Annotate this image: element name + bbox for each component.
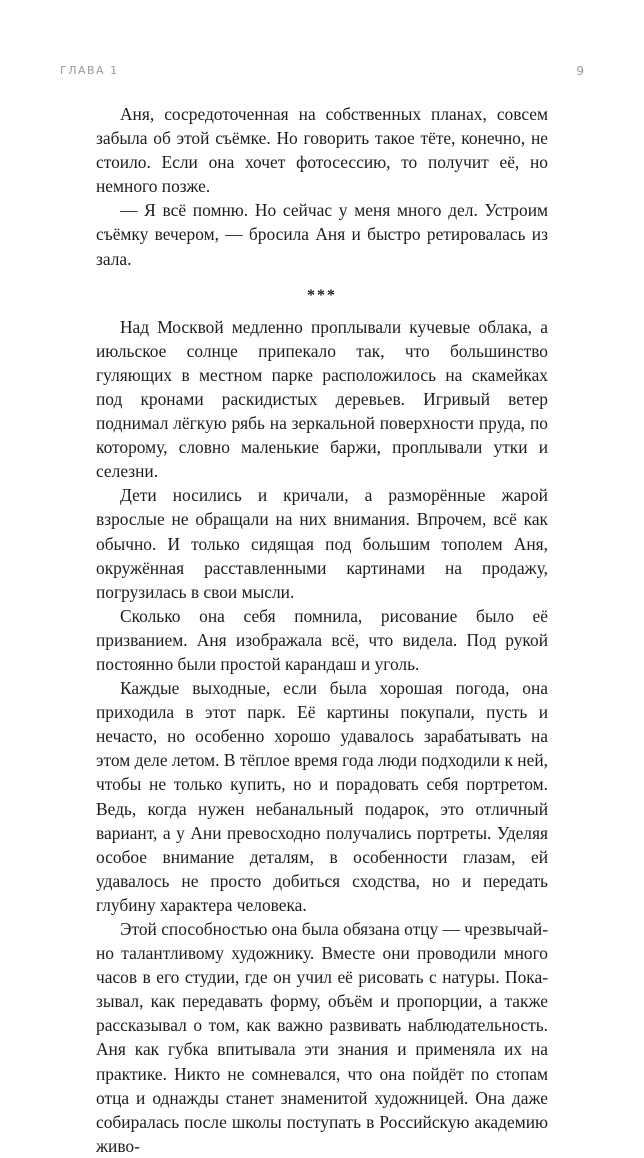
paragraph: Каждые выходные, если была хорошая погода, она приходила в этот парк. Её картины покупали, пусть и нечасто, но особенно хорошо удавалось зарабатывать на этом деле летом. В тёплое время года люди подходили к ней, чтобы не только купить, но и порадовать себя портретом. Ведь, когда нужен небанальный подарок, это отличный вариант, а у Ани превосходно получались портреты. Уделяя особое внимание деталям, в особенности глазам, ей удавалось не просто добиться сходства, но и передать глубину характера человека.: [96, 678, 548, 915]
paragraph: Сколько она себя помнила, рисование было её призванием. Аня изображала всё, что видела. Под рукой постоянно были простой карандаш и уголь.: [96, 605, 548, 674]
paragraph: Дети носились и кричали, а разморённые жарой взрослые не обращали на них внимания. Впрочем, всё как обычно. И только сидящая под большим тополем Аня, окружённая расставленными картинами на продажу, погрузилась в свои мысли.: [96, 485, 548, 602]
paragraph: — Я всё помню. Но сейчас у меня много дел. Устроим съёмку вечером, — бросила Аня и быстро ретировалась из зала.: [96, 200, 548, 269]
chapter-label: ГЛАВА 1: [60, 64, 119, 77]
running-head: [60, 64, 584, 84]
page-number: 9: [576, 64, 584, 78]
section-separator: ***: [307, 286, 337, 304]
paragraph: Аня, сосредоточенная на собственных планах, совсем забыла об этой съёмке. Но говорить такое тёте, конечно, не стоило. Если она хочет фотосессию, то получит её, но немного позже.: [96, 104, 548, 197]
paragraph: Этой способностью она была обязана отцу — чрезвычайно талантливому художнику. Вместе они проводили много часов в его студии, где он учил её рисовать с натуры. Показывал, как передавать форму, объём и пропорции, а также рассказывал о том, как важно развивать наблюдательность. Аня как губка впитывала эти знания и применяла их на практике. Никто не сомневался, что она пойдёт по стопам отца и однажды станет знаменитой художницей. Она даже собиралась после школы поступать в Российскую академию живо-: [96, 919, 548, 1156]
paragraph: Над Москвой медленно проплывали кучевые облака, а июльское солнце припекало так, что большинство гуляющих в местном парке расположилось на скамейках под кронами раскидистых деревьев. Игривый ветер поднимал лёгкую рябь на зеркальной поверхности пруда, по которому, словно маленькие баржи, проплывали утки и селезни.: [96, 316, 548, 482]
